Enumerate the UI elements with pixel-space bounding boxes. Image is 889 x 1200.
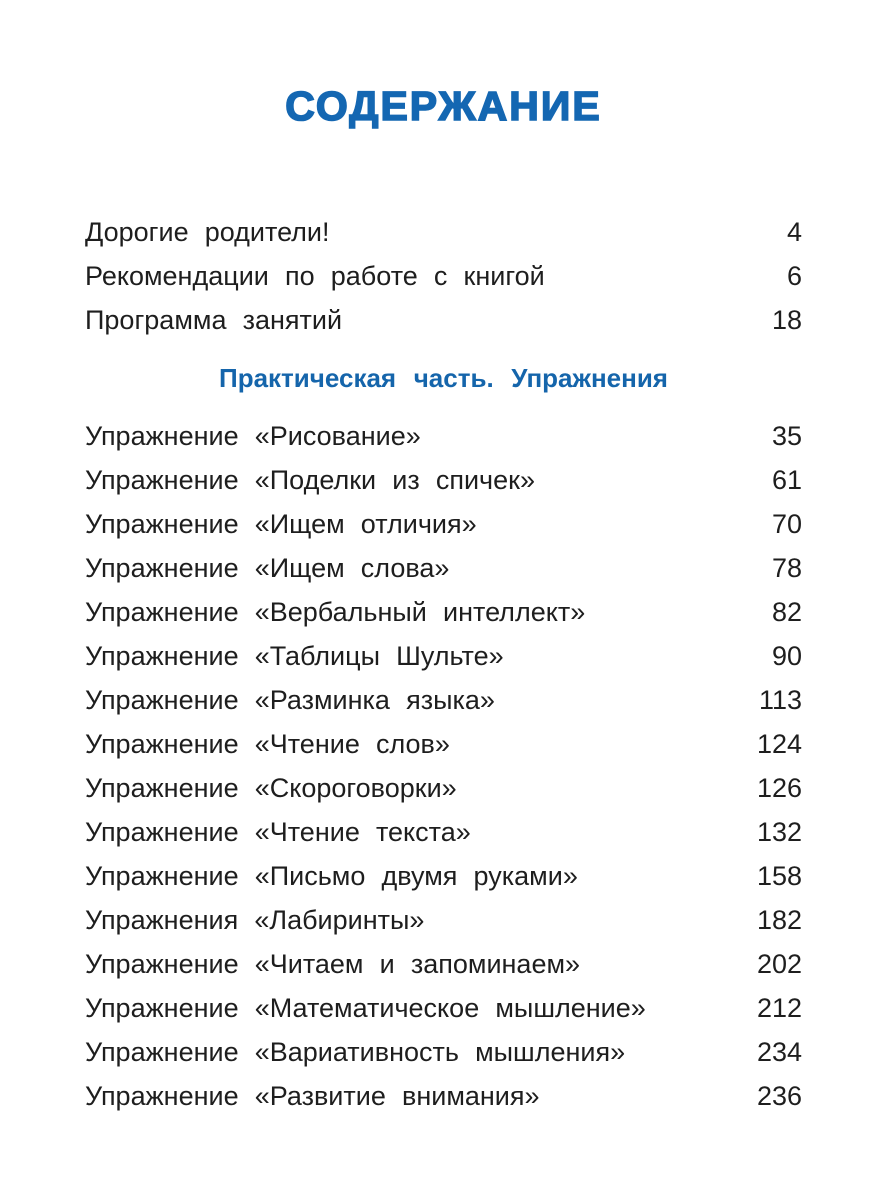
toc-row — [85, 590, 802, 634]
toc-row — [85, 898, 802, 942]
toc-row — [85, 766, 802, 810]
toc-row — [85, 298, 802, 342]
toc-entry-page: 212 — [756, 992, 802, 1023]
toc-row — [85, 722, 802, 766]
toc-entry-label: Дорогие родители! — [85, 216, 330, 247]
toc-row — [85, 1030, 802, 1074]
toc-entry-page: 82 — [771, 596, 802, 627]
toc-entry-label: Упражнение «Чтение слов» — [85, 728, 450, 759]
toc-entry-label: Упражнение «Вербальный интеллект» — [85, 596, 586, 627]
toc-entry-label: Программа занятий — [85, 304, 343, 335]
toc-entry-label: Упражнение «Таблицы Шульте» — [85, 640, 504, 671]
toc-entry-label: Упражнение «Развитие внимания» — [85, 1080, 540, 1111]
toc-entry-page: 234 — [756, 1036, 802, 1067]
toc-entry-label: Упражнение «Скороговорки» — [85, 772, 457, 803]
toc-entry-page: 18 — [771, 304, 802, 335]
toc-row — [85, 254, 802, 298]
toc-entry-label: Упражнение «Разминка языка» — [85, 684, 495, 715]
toc-entry-page: 113 — [758, 684, 802, 715]
toc-row — [85, 458, 802, 502]
exercise-list — [85, 414, 802, 1118]
toc-entry-label: Упражнение «Математическое мышление» — [85, 992, 646, 1023]
toc-entry-page: 6 — [786, 260, 802, 291]
toc-entry-label: Упражнение «Читаем и запоминаем» — [85, 948, 581, 979]
toc-entry-label: Упражнение «Вариативность мышления» — [85, 1036, 626, 1067]
toc-entry-label: Рекомендации по работе с книгой — [85, 260, 545, 291]
toc-entry-page: 126 — [756, 772, 802, 803]
toc-entry-page: 61 — [771, 464, 802, 495]
toc-row — [85, 210, 802, 254]
toc-entry-page: 158 — [756, 860, 802, 891]
toc-entry-page: 4 — [786, 216, 802, 247]
toc-row — [85, 414, 802, 458]
toc-entry-label: Упражнение «Чтение текста» — [85, 816, 471, 847]
toc-row — [85, 678, 802, 722]
section-heading: Практическая часть. Упражнения — [219, 362, 668, 393]
toc-entry-page: 70 — [771, 508, 802, 539]
front-matter-list — [85, 210, 802, 342]
toc-entry-page: 124 — [756, 728, 802, 759]
toc-entry-page: 132 — [756, 816, 802, 847]
page-title: СОДЕРЖАНИЕ — [285, 83, 602, 129]
toc-entry-label: Упражнение «Ищем отличия» — [85, 508, 477, 539]
toc-entry-page: 90 — [771, 640, 802, 671]
toc-entry-page: 78 — [771, 552, 802, 583]
toc-entry-page: 182 — [756, 904, 802, 935]
toc-row — [85, 502, 802, 546]
toc-row — [85, 986, 802, 1030]
toc-row — [85, 634, 802, 678]
toc-row — [85, 1074, 802, 1118]
toc-entry-page: 236 — [756, 1080, 802, 1111]
toc-entry-label: Упражнение «Рисование» — [85, 420, 421, 451]
toc-entry-label: Упражнения «Лабиринты» — [85, 904, 425, 935]
toc-row — [85, 546, 802, 590]
toc-row — [85, 854, 802, 898]
toc-entry-label: Упражнение «Письмо двумя руками» — [85, 860, 578, 891]
toc-entry-page: 202 — [756, 948, 802, 979]
toc-entry-page: 35 — [771, 420, 802, 451]
toc-row — [85, 810, 802, 854]
toc-entry-label: Упражнение «Ищем слова» — [85, 552, 450, 583]
toc-entry-label: Упражнение «Поделки из спичек» — [85, 464, 535, 495]
toc-row — [85, 942, 802, 986]
